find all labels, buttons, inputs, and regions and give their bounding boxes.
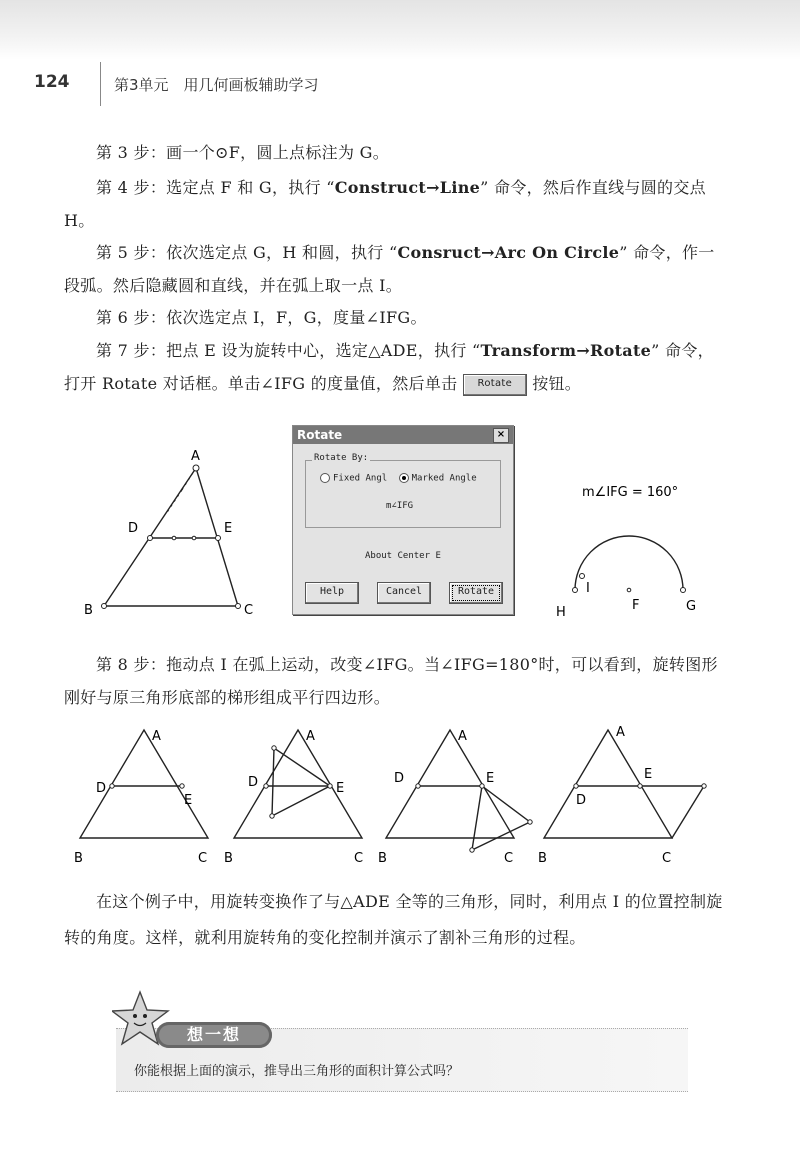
dialog-title-bar <box>293 426 513 444</box>
fixed-angle-label: Fixed Angl <box>333 473 388 484</box>
point-h <box>573 588 578 593</box>
point-d <box>110 784 114 788</box>
page-number: 124 <box>34 72 70 92</box>
label-e: E <box>644 767 653 782</box>
point-d <box>148 536 153 541</box>
step-5 <box>64 236 724 302</box>
triangle-abc <box>386 730 514 838</box>
close-icon[interactable]: × <box>493 428 509 443</box>
point-e <box>328 784 332 788</box>
step-7-command: Transform→Rotate <box>480 341 652 360</box>
rotation-sequence <box>68 720 748 870</box>
label-a: A <box>458 729 467 744</box>
angle-measure: m∠IFG = 160° <box>582 485 679 500</box>
label-c: C <box>662 851 672 866</box>
rotated-point <box>528 820 532 824</box>
label-a: A <box>152 729 161 744</box>
step-8-text: 第 8 步：拖动点 I 在弧上运动，改变∠IFG。当∠IFG=180°时，可以看到，旋转图形刚好与原三角形底部的梯形组成平行四边形。 <box>64 655 718 707</box>
rotate-button[interactable]: Rotate <box>449 582 503 604</box>
label-h: H <box>556 605 566 620</box>
header-divider <box>100 62 101 106</box>
label-e: E <box>486 771 495 786</box>
header-background <box>0 0 800 60</box>
label-e: E <box>336 781 345 796</box>
label-c: C <box>504 851 514 866</box>
step-3 <box>64 136 724 169</box>
label-c: C <box>198 851 208 866</box>
point-i <box>580 574 585 579</box>
dialog-title: Rotate <box>297 428 343 442</box>
marked-angle-radio[interactable] <box>399 473 409 483</box>
step-3-text: 第 3 步：画一个⊙F，圆上点标注为 G。 <box>96 143 390 162</box>
label-e: E <box>184 793 193 808</box>
sequence-figure-4 <box>538 725 706 866</box>
label-d: D <box>394 771 405 786</box>
label-g: G <box>686 599 697 614</box>
point-a <box>193 465 199 471</box>
point-d <box>416 784 420 788</box>
rotated-point <box>470 848 474 852</box>
marked-angle-label: Marked Angle <box>411 473 477 484</box>
step-5-command: Consruct→Arc On Circle <box>397 243 620 262</box>
think-banner: 想一想 <box>156 1022 272 1048</box>
step-4-pre: 第 4 步：选定点 F 和 G，执行 “ <box>96 178 335 197</box>
point-e <box>638 784 642 788</box>
point-e <box>480 784 484 788</box>
marker-point <box>192 536 196 540</box>
label-d: D <box>248 775 259 790</box>
sequence-figure-3 <box>378 729 532 866</box>
rotated-side <box>672 786 704 838</box>
label-b: B <box>378 851 387 866</box>
label-b: B <box>84 603 93 618</box>
angle-label: m∠IFG <box>386 501 414 511</box>
help-button[interactable]: Help <box>305 582 359 604</box>
point-f <box>627 588 631 592</box>
rotated-point <box>272 746 276 750</box>
label-d: D <box>128 521 139 536</box>
step-7-post: 按钮。 <box>526 374 582 393</box>
label-e: E <box>224 521 233 536</box>
step-6 <box>64 301 724 334</box>
step-4-post: ” 命令，然后作直线与圆的交点 H。 <box>64 178 706 230</box>
rotate-by-group <box>305 453 501 528</box>
point-d <box>264 784 268 788</box>
step-7-pre: 第 7 步：把点 E 设为旋转中心，选定△ADE，执行 “ <box>96 341 481 360</box>
arc-figure <box>546 470 716 620</box>
point-d <box>574 784 578 788</box>
conclusion-text: 在这个例子中，用旋转变换作了与△ADE 全等的三角形，同时，利用点 I 的位置控制旋转的角度。这样，就利用旋转角的变化控制并演示了割补三角形的过程。 <box>64 892 723 947</box>
rotated-point <box>702 784 706 788</box>
rotated-point <box>270 814 274 818</box>
group-label: Rotate By: <box>314 453 369 463</box>
step-7-mid: ” 命令，打开 Rotate 对话框。单击∠IFG 的度量值，然后单击 <box>64 341 714 393</box>
point-g <box>681 588 686 593</box>
point-b <box>102 604 107 609</box>
inline-rotate-button[interactable]: Rotate <box>463 374 527 396</box>
step-5-pre: 第 5 步：依次选定点 G，H 和圆，执行 “ <box>96 243 398 262</box>
label-c: C <box>244 603 254 618</box>
fixed-angle-radio[interactable] <box>320 473 330 483</box>
radio-row <box>320 473 477 484</box>
step-7 <box>64 334 724 400</box>
sequence-figure-1 <box>74 729 208 866</box>
about-center: About Center E <box>365 551 441 561</box>
label-b: B <box>538 851 547 866</box>
triangle-abc <box>544 730 672 838</box>
label-d: D <box>96 781 107 796</box>
cancel-button[interactable]: Cancel <box>377 582 431 604</box>
chapter-title: 第3单元 用几何画板辅助学习 <box>114 76 319 94</box>
label-b: B <box>74 851 83 866</box>
label-a: A <box>616 725 625 740</box>
label-b: B <box>224 851 233 866</box>
label-i: I <box>586 581 590 596</box>
point-c <box>236 604 241 609</box>
label-c: C <box>354 851 364 866</box>
label-a: A <box>306 729 315 744</box>
think-question: 你能根据上面的演示，推导出三角形的面积计算公式吗？ <box>134 1064 460 1079</box>
arc <box>575 536 683 590</box>
label-d: D <box>576 793 587 808</box>
rotate-dialog <box>292 425 514 615</box>
sequence-figure-2 <box>224 729 363 866</box>
conclusion <box>64 884 724 956</box>
step-5-post: ” 命令，作一段弧。然后隐藏圆和直线，并在弧上取一点 I。 <box>64 243 715 295</box>
step-6-text: 第 6 步：依次选定点 I，F，G，度量∠IFG。 <box>96 308 427 327</box>
step-4 <box>64 171 724 237</box>
label-a: A <box>191 449 200 464</box>
step-4-command: Construct→Line <box>334 178 481 197</box>
marker-point <box>172 536 176 540</box>
label-f: F <box>632 598 640 613</box>
step-8 <box>64 648 724 714</box>
point-e <box>180 784 184 788</box>
point-e <box>216 536 221 541</box>
triangle-figure <box>78 444 264 624</box>
rotated-triangle <box>472 786 530 850</box>
